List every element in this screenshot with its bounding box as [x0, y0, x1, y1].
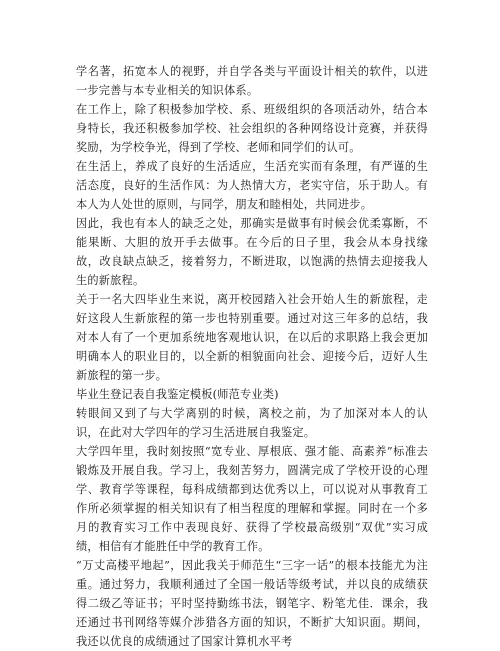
- document-body: [76, 62, 428, 651]
- paragraph-work: 在工作上，除了积极参加学校、系、班级组织的各项活动外，结合本身特长，我还积极参加学校、社会组织的各种网络设计竞赛，并获得奖励，为学校争光，得到了学校、老师和同学们的认可。: [76, 103, 428, 154]
- paragraph-life: 在生活上，养成了良好的生活适应，生活充实而有条理，有严谨的生活态度，良好的生活作风：为人热情大方，老实守信，乐于助人。有本人为人处世的原则，与同学，朋友和睦相处，共同进步。: [76, 160, 428, 211]
- paragraph-skills: “万丈高楼平地起”，因此我关于师范生“三字一话”的根本技能尤为注重。通过努力，我顺利通过了全国一般话等级考试，并以良的成绩获得二级乙等证书；平时坚持勤练书法，钢笔字、粉笔尤佳．课余，我还通过书刊网络等媒介涉猎各方面的知识，不断扩大知识面。期间，我还以优良的成绩通过了国家计算机水平考: [76, 559, 428, 648]
- paragraph-graduate-summary: 关于一名大四毕业生来说，离开校园踏入社会开始人生的新旅程，走好这段人生新旅程的第一步也特别重要。通过对这三年多的总结，我对本人有了一个更加系统地客观地认识，在以后的求职路上我会更加明确本人的职业目的，以全新的相貌面向社会、迎接今后，迈好人生新旅程的第一步。: [76, 293, 428, 382]
- paragraph-intro: 转眼间又到了与大学离别的时候，离校之前，为了加深对本人的认识，在此对大学四年的学习生活进展自我鉴定。: [76, 407, 428, 439]
- section-heading: 毕业生登记表自我鉴定模板(师范专业类): [76, 388, 279, 401]
- paragraph-study: 大学四年里，我时刻按照“宽专业、厚根底、强才能、高素养”标准去锻炼及开展自我。学习上，我刻苦努力，圆满完成了学校开设的心理学、教育学等课程，每科成绩都到达优秀以上，可以说对从事教育工作所必须掌握的相关知识有了相当程度的理解和掌握。同时在一个多月的教育实习工作中表现良好、获得了学校最高级别“双优”实习成绩，相信有才能胜任中学的教育工作。: [76, 445, 428, 553]
- paragraph-continuation: 学名著，拓宽本人的视野，并自学各类与平面设计相关的软件，以进一步完善与本专业相关的知识体系。: [76, 65, 428, 97]
- paragraph-shortcomings: 因此，我也有本人的缺乏之处，那确实是做事有时候会优柔寡断，不能果断、大胆的放开手去做事。在今后的日子里，我会从本身找缘故，改良缺点缺乏，接着努力，不断进取，以饱满的热情去迎接我人生的新旅程。: [76, 217, 428, 287]
